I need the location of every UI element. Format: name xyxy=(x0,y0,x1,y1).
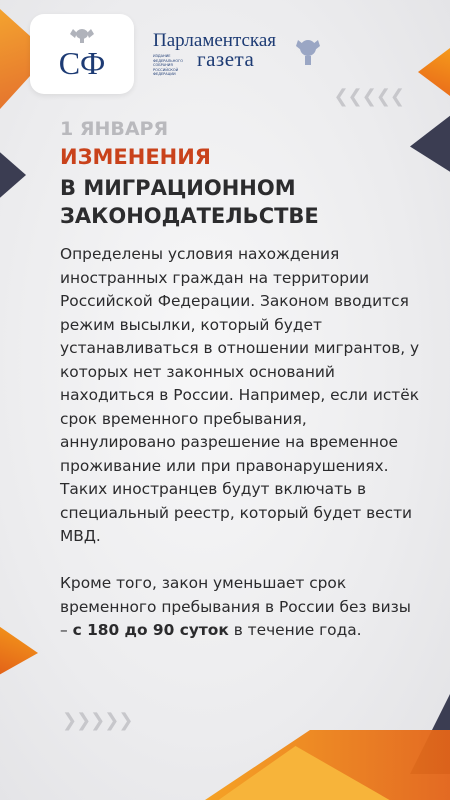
title-line-3: ЗАКОНОДАТЕЛЬСТВЕ xyxy=(60,204,319,228)
decor-dark-triangle-left xyxy=(0,140,26,210)
decor-orange-triangle-top-right xyxy=(418,42,450,102)
decor-dark-triangle-right xyxy=(410,108,450,178)
paragraph-1: Определены условия нахождения иностранных граждан на территории Российской Федерации. Законом вводится режим высылки, который будет устанавливаться в отношении мигрантов, у которых нет законных оснований находиться в России. Например, если истёк срок временного пребывания, аннулировано разрешение на временное проживание или при правонарушениях. Таких иностранцев будут включать в специальный реестр, который будет вести МВД. xyxy=(60,245,420,545)
title-line-2: В МИГРАЦИОННОМ xyxy=(60,176,296,200)
paragraph-2 xyxy=(60,572,420,643)
sf-emblem-icon xyxy=(42,21,122,87)
page-title xyxy=(60,174,420,230)
pg-logo-line2: газета xyxy=(197,47,255,71)
sf-text: СФ xyxy=(58,45,106,81)
parlamentskaya-gazeta-logo xyxy=(153,30,323,76)
paragraph-2-end: в течение года. xyxy=(228,621,362,639)
pg-logo-line1: Парламентская xyxy=(153,30,277,51)
double-headed-eagle-icon xyxy=(295,34,321,68)
chevrons-left-icon: ❮❮❮❮❮ xyxy=(333,86,404,107)
pg-logo-small-caption: ИЗДАНИЕ ФЕДЕРАЛЬНОГО СОБРАНИЯ РОССИЙСКОЙ ФЕДЕРАЦИИ xyxy=(153,54,183,76)
decor-orange-triangle-bottom-left xyxy=(0,620,38,680)
body-text xyxy=(60,243,420,643)
date-label: 1 ЯНВАРЯ xyxy=(60,118,169,140)
title-accent: ИЗМЕНЕНИЯ xyxy=(60,145,211,169)
paragraph-2-start: Кроме того, закон уменьшает срок временного пребывания в России без визы – xyxy=(60,574,411,639)
sovet-federatsii-logo xyxy=(30,14,134,94)
paragraph-2-highlight: с 180 до 90 суток xyxy=(72,621,229,639)
chevrons-right-icon: ❯❯❯❯❯ xyxy=(62,710,133,731)
